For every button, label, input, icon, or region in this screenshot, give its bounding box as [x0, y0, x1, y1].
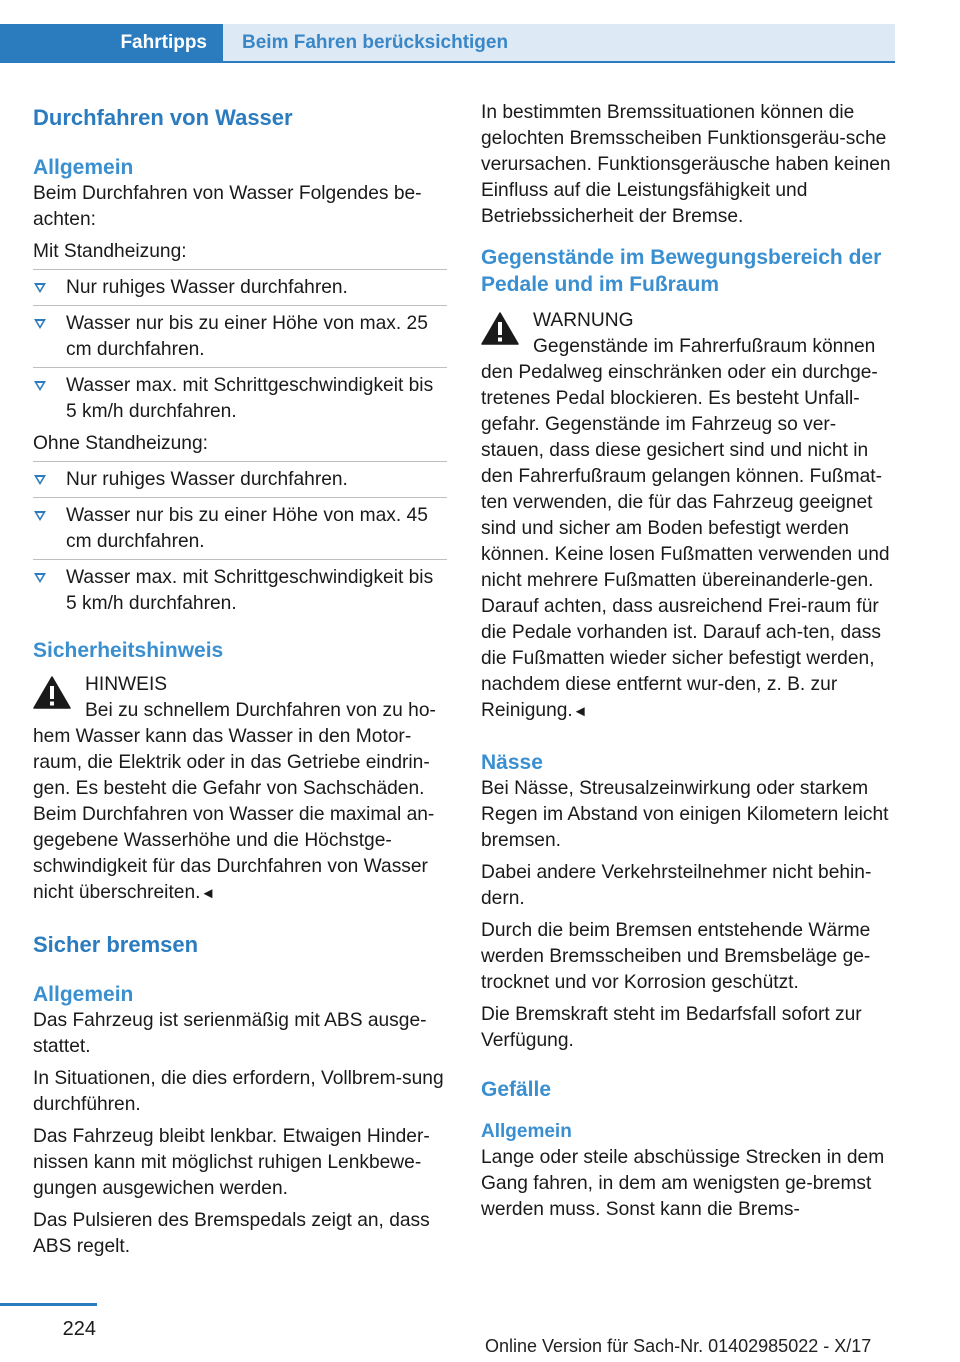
footer-rule [0, 1303, 97, 1306]
notice-header [33, 672, 447, 698]
list-divider [33, 559, 447, 560]
slope-paragraph: Lange oder steile abschüssige Strecken in dem Gang fahren, in dem am wenigsten ge-bremst werden muss. Sonst kann die Brems- [481, 1147, 885, 1220]
list-item: Nur ruhiges Wasser durchfahren. [33, 275, 447, 301]
list-item: Wasser nur bis zu einer Höhe von max. 25 cm durchfahren. [33, 311, 447, 363]
warning-triangle-icon [33, 676, 71, 709]
online-version-note: Online Version für Sach-Nr. 01402985022 - X/17 [485, 1336, 872, 1356]
bullet-triangle-icon [34, 573, 46, 583]
heading-safety-notice: Sicherheitshinweis [33, 639, 224, 662]
brake-paragraph: Das Fahrzeug bleibt lenkbar. Etwaigen Hinder-nissen kann mit möglichst ruhigen Lenkbewe-gungen ausgewichen werden. [33, 1126, 430, 1199]
water-intro: Beim Durchfahren von Wasser Folgendes be-achten: [33, 183, 422, 230]
list-item: Wasser max. mit Schrittgeschwindigkeit bis 5 km/h durchfahren. [33, 373, 447, 425]
right-column [481, 100, 895, 1223]
chapter-tab[interactable]: Fahrtipps [0, 24, 223, 62]
brake-noise-paragraph: In bestimmten Bremssituationen können die gelochten Bremsscheiben Funktionsgeräu-sche verursachen. Funktionsgeräusche haben keinen Einfluss auf die Leistungsfähigkeit und Betriebssicherheit der Bremse. [481, 102, 891, 227]
brake-paragraph: Das Pulsieren des Bremspedals zeigt an, dass ABS regelt. [33, 1210, 430, 1257]
header-divider [0, 61, 895, 63]
notice-label: HINWEIS [85, 674, 168, 695]
bullet-triangle-icon [34, 283, 46, 293]
heading-water-crossing: Durchfahren von Wasser [33, 105, 293, 130]
with-heater-label: Mit Standheizung: [33, 241, 187, 262]
list-divider [33, 461, 447, 462]
list-item: Wasser max. mit Schrittgeschwindigkeit bis 5 km/h durchfahren. [33, 565, 447, 617]
list-item: Nur ruhiges Wasser durchfahren. [33, 467, 447, 493]
wet-paragraph: Dabei andere Verkehrsteilnehmer nicht behin-dern. [481, 862, 872, 909]
brake-paragraph: Das Fahrzeug ist serienmäßig mit ABS ausge-stattet. [33, 1010, 427, 1057]
wet-paragraph: Die Bremskraft steht im Bedarfsfall sofort zur Verfügung. [481, 1004, 862, 1051]
list-divider [33, 305, 447, 306]
bullet-triangle-icon [34, 475, 46, 485]
heading-general: Allgemein [33, 156, 134, 179]
wet-paragraph: Bei Nässe, Streusalzeinwirkung oder starkem Regen im Abstand von einigen Kilometern leicht bremsen. [481, 778, 889, 851]
bullet-triangle-icon [34, 319, 46, 329]
left-column [33, 100, 447, 1260]
end-mark: ◄ [572, 703, 588, 720]
warning-text: Gegenstände im Fahrerfußraum können den Pedalweg einschränken oder ein durchge-tretenes Pedal blockieren. Es besteht Unfall-gefahr. Gegenstände im Fahrzeug so ver-stauen, dass diese gesichert sind und nicht in den Fahrerfußraum gelangen können. Fußmat-ten verwenden, die für das Fahrzeug geeignet sind und sicher am Boden befestigt werden können. Keine losen Fußmatten verwenden und nicht mehrere Fußmatten übereinanderle-gen. Darauf achten, dass ausreichend Frei-raum für die Pedale vorhanden ist. Darauf ach-ten, dass die Fußmatten wieder sicher befestigt werden, nachdem diese entfernt wur-den, z. B. zur Reinigung.◄ [481, 336, 890, 721]
list-divider [33, 367, 447, 368]
brake-paragraph: In Situationen, die dies erfordern, Vollbrem-sung durchführen. [33, 1068, 444, 1115]
notice-text: Bei zu schnellem Durchfahren von zu ho-hem Wasser kann das Wasser in den Motor-raum, die Elektrik oder in das Getriebe eindrin-gen. Es besteht die Gefahr von Sachschäden. Beim Durchfahren von Wasser die maximal an-gegebene Wasserhöhe und die Höchstge-schwindigkeit für das Durchfahren von Wasser nicht überschreiten.◄ [33, 700, 436, 903]
list-divider [33, 269, 447, 270]
warning-block [481, 308, 895, 725]
heading-general: Allgemein [33, 983, 134, 1006]
heading-slope: Gefälle [481, 1078, 552, 1101]
wet-paragraph: Durch die beim Bremsen entstehende Wärme werden Bremsscheiben und Bremsbeläge ge-trocknet und vor Korrosion geschützt. [481, 920, 871, 993]
notice-block [33, 672, 447, 907]
header-tabbar [0, 24, 895, 62]
list-divider [33, 497, 447, 498]
without-heater-label: Ohne Standheizung: [33, 433, 208, 454]
end-mark: ◄ [200, 885, 216, 902]
section-tab[interactable]: Beim Fahren berücksichtigen [223, 24, 895, 62]
warning-label: WARNUNG [533, 310, 634, 331]
heading-pedal-objects: Gegenstände im Bewegungsbereich der Pedale und im Fußraum [481, 246, 882, 296]
warning-triangle-icon [481, 312, 519, 345]
heading-safe-braking: Sicher bremsen [33, 932, 199, 957]
bullet-triangle-icon [34, 511, 46, 521]
heading-general: Allgemein [481, 1121, 572, 1142]
page-number: 224 [62, 1318, 96, 1340]
list-item: Wasser nur bis zu einer Höhe von max. 45 cm durchfahren. [33, 503, 447, 555]
bullet-triangle-icon [34, 381, 46, 391]
heading-wetness: Nässe [481, 751, 543, 774]
warning-header [481, 308, 895, 334]
